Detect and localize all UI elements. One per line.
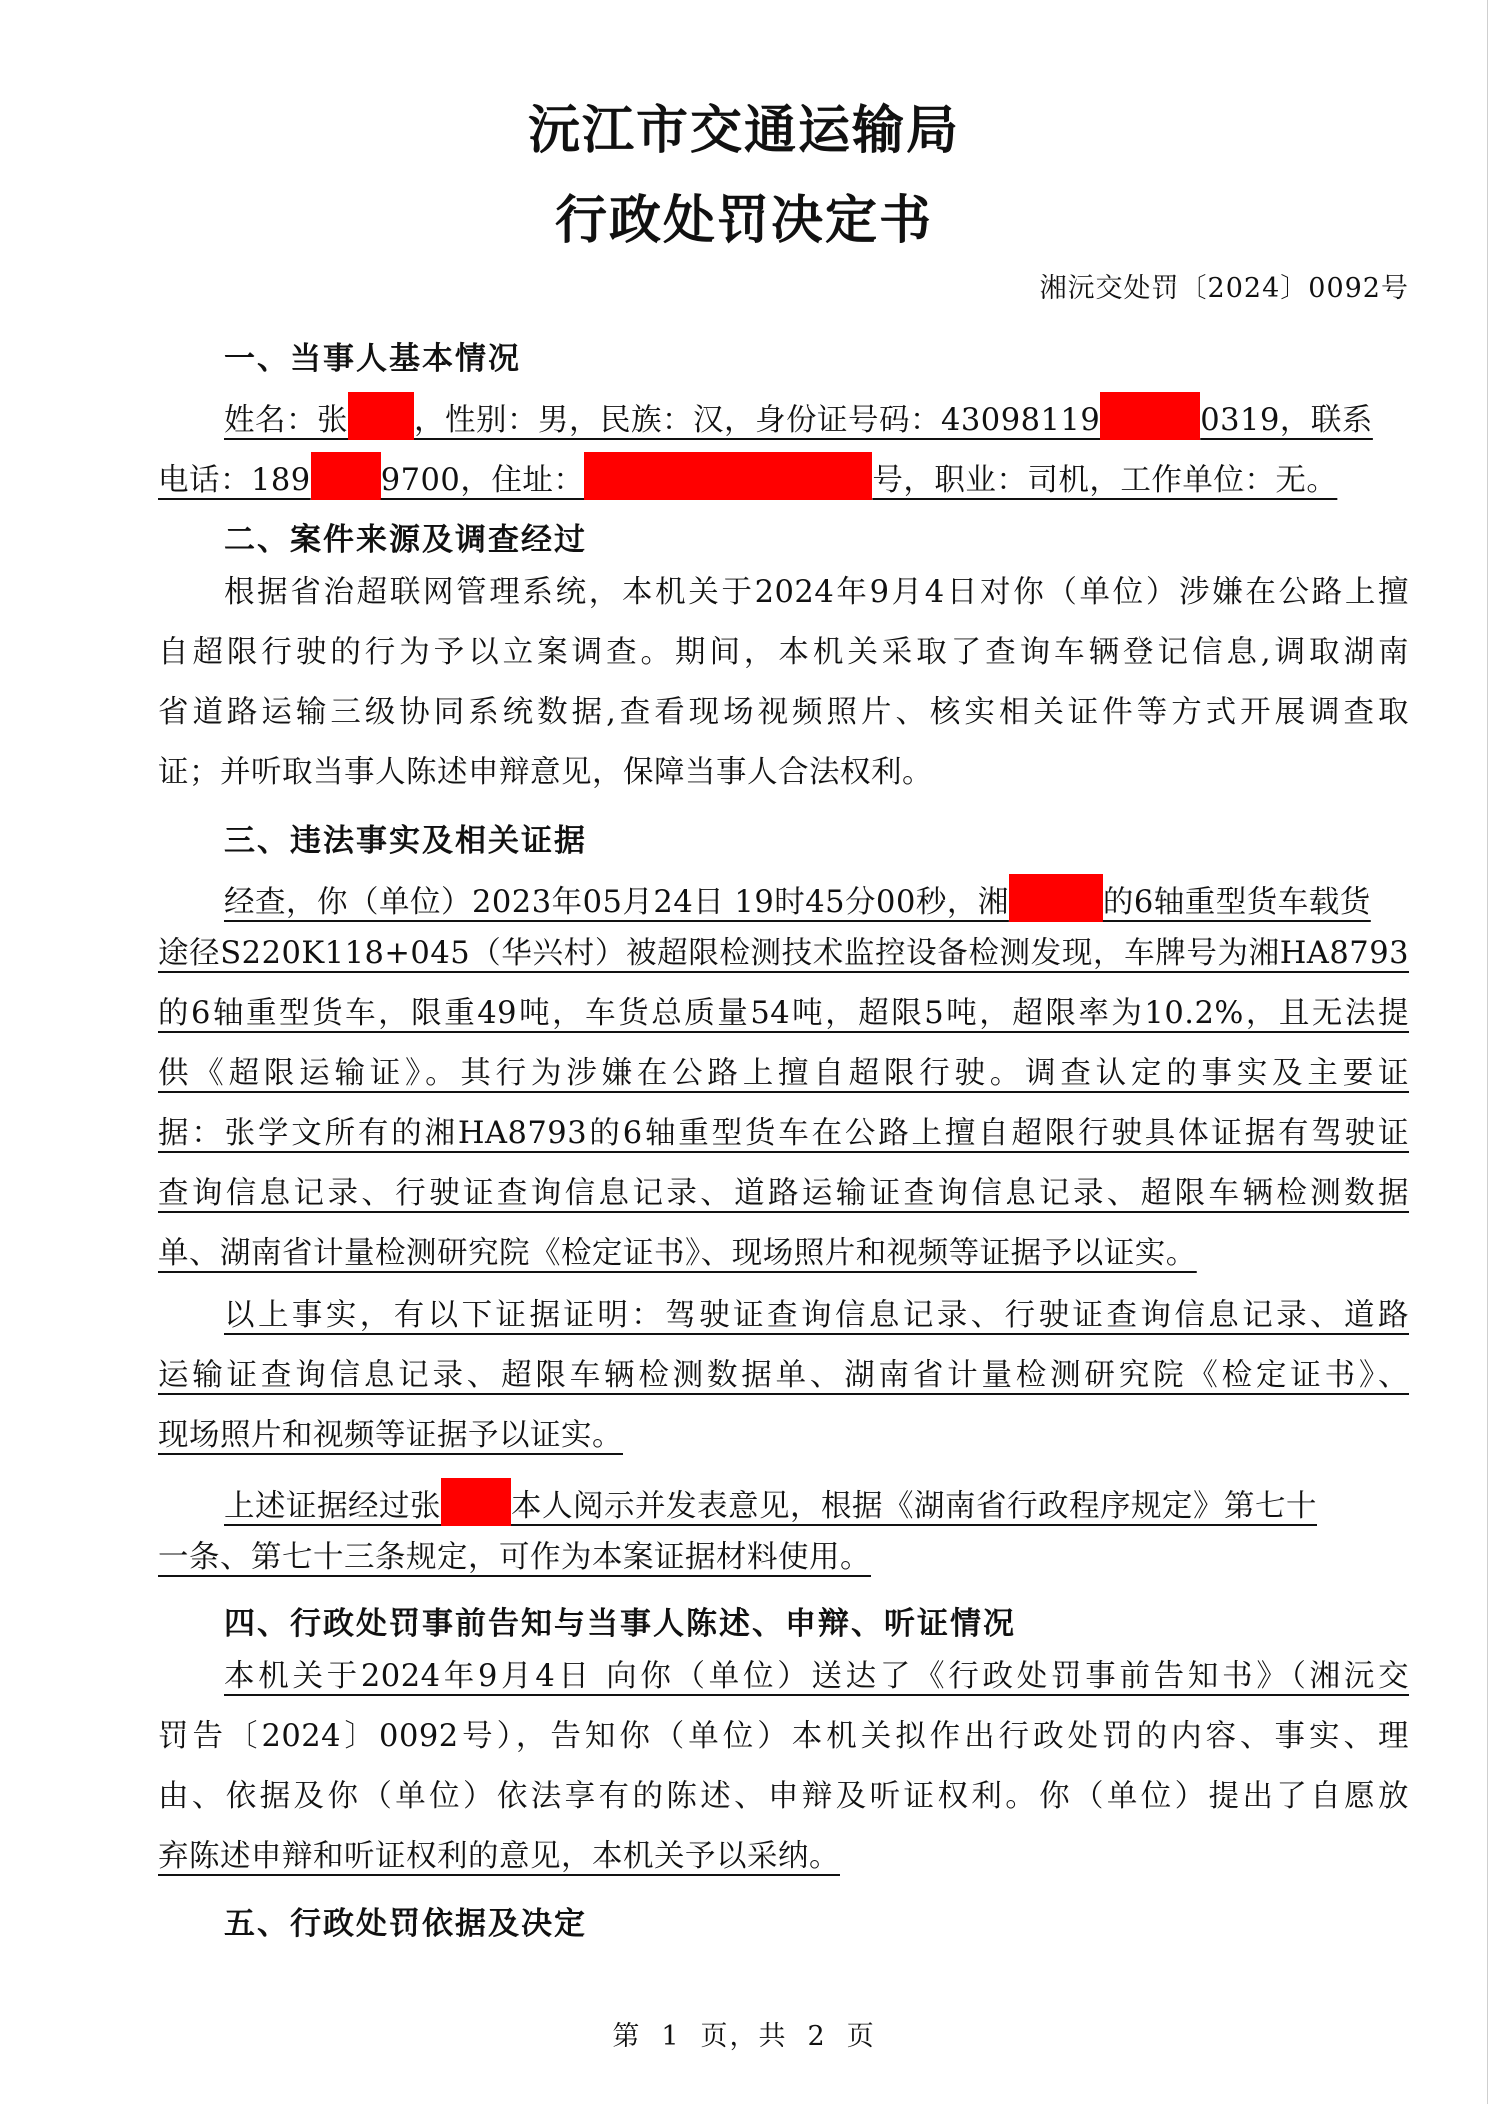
review-line-1: [224, 1478, 1409, 1524]
party-address-label: 9700，住址：: [380, 463, 585, 498]
facts-line-4: 供《超限运输证》。其行为涉嫌在公路上擅自超限行驶。调查认定的事实及主要证: [158, 1056, 1409, 1091]
party-name-label: 姓名：张: [224, 403, 348, 438]
footer-page-end: 页: [846, 2021, 876, 2052]
party-occupation-text: 号，职业：司机，工作单位：无。: [872, 463, 1338, 498]
review-text-b: 本人阅示并发表意见，根据《湖南省行政程序规定》第七十: [511, 1489, 1317, 1524]
notice-line-2: 罚告〔2024〕0092号），告知你（单位）本机关拟作出行政处罚的内容、事实、理: [158, 1719, 1409, 1754]
source-line-2: 自超限行驶的行为予以立案调查。期间，本机关采取了查询车辆登记信息,调取湖南: [158, 635, 1409, 670]
facts-line-7: 单、湖南省计量检测研究院《检定证书》、现场照片和视频等证据予以证实。: [158, 1236, 1197, 1271]
section-heading-2: 二、案件来源及调查经过: [224, 522, 587, 558]
facts-vehicle-text: 的6轴重型货车载货: [1102, 885, 1371, 920]
facts-date-text: 经查，你（单位）2023年05月24日 19时45分00秒，湘: [224, 885, 1009, 920]
facts-line-3: 的6轴重型货车，限重49吨，车货总质量54吨，超限5吨，超限率为10.2%，且无法提: [158, 996, 1409, 1031]
redaction-block: [1100, 392, 1200, 440]
party-line-1: [224, 392, 1409, 438]
review-line-2: 一条、第七十三条规定，可作为本案证据材料使用。: [158, 1540, 871, 1575]
footer-page-sep: 页，共: [700, 2021, 788, 2052]
review-text-a: 上述证据经过张: [224, 1489, 441, 1524]
source-line-1: 根据省治超联网管理系统，本机关于2024年9月4日对你（单位）涉嫌在公路上擅: [224, 575, 1409, 610]
page-footer: [0, 2014, 1488, 2053]
redaction-block: [311, 452, 381, 500]
section-heading-1: 一、当事人基本情况: [224, 341, 521, 377]
facts-line-5: 据：张学文所有的湘HA8793的6轴重型货车在公路上擅自超限行驶具体证据有驾驶证: [158, 1116, 1409, 1151]
party-phone-label: 电话：189: [158, 463, 311, 498]
party-contact-text: 0319，联系: [1200, 403, 1373, 438]
footer-page-current: 1: [661, 2021, 681, 2052]
facts-line-1: [224, 874, 1409, 920]
redaction-block: [584, 452, 872, 500]
evidence-line-2: 运输证查询信息记录、超限车辆检测数据单、湖南省计量检测研究院《检定证书》、: [158, 1358, 1409, 1393]
party-line-2: [158, 452, 1409, 498]
footer-page-label: 第: [612, 2021, 642, 2052]
document-title: 行政处罚决定书: [554, 191, 933, 251]
notice-line-3: 由、依据及你（单位）依法享有的陈述、申辩及听证权利。你（单位）提出了自愿放: [158, 1779, 1409, 1814]
issuer-title: 沅江市交通运输局: [527, 101, 960, 161]
notice-line-4: 弃陈述申辩和听证权利的意见，本机关予以采纳。: [158, 1839, 840, 1874]
source-line-4: 证；并听取当事人陈述申辩意见，保障当事人合法权利。: [158, 755, 933, 790]
facts-line-2: 途径S220K118+045（华兴村）被超限检测技术监控设备检测发现，车牌号为湘HA8793: [158, 936, 1409, 971]
footer-page-total: 2: [807, 2021, 827, 2052]
party-id-text: ，性别：男，民族：汉，身份证号码：43098119: [414, 403, 1101, 438]
section-heading-3: 三、违法事实及相关证据: [224, 823, 587, 859]
section-heading-5: 五、行政处罚依据及决定: [224, 1906, 587, 1942]
source-line-3: 省道路运输三级协同系统数据,查看现场视频照片、核实相关证件等方式开展调查取: [158, 695, 1409, 730]
evidence-line-1: 以上事实，有以下证据证明：驾驶证查询信息记录、行驶证查询信息记录、道路: [224, 1298, 1409, 1333]
redaction-block: [348, 392, 414, 440]
evidence-line-3: 现场照片和视频等证据予以证实。: [158, 1418, 623, 1453]
notice-line-1: 本机关于2024年9月4日 向你（单位）送达了《行政处罚事前告知书》（湘沅交: [224, 1659, 1409, 1694]
redaction-block: [1009, 874, 1103, 922]
facts-line-6: 查询信息记录、行驶证查询信息记录、道路运输证查询信息记录、超限车辆检测数据: [158, 1176, 1409, 1211]
redaction-block: [441, 1478, 511, 1526]
section-heading-4: 四、行政处罚事前告知与当事人陈述、申辩、听证情况: [224, 1606, 1016, 1642]
document-number: 湘沅交处罚〔2024〕0092号: [1039, 273, 1409, 304]
